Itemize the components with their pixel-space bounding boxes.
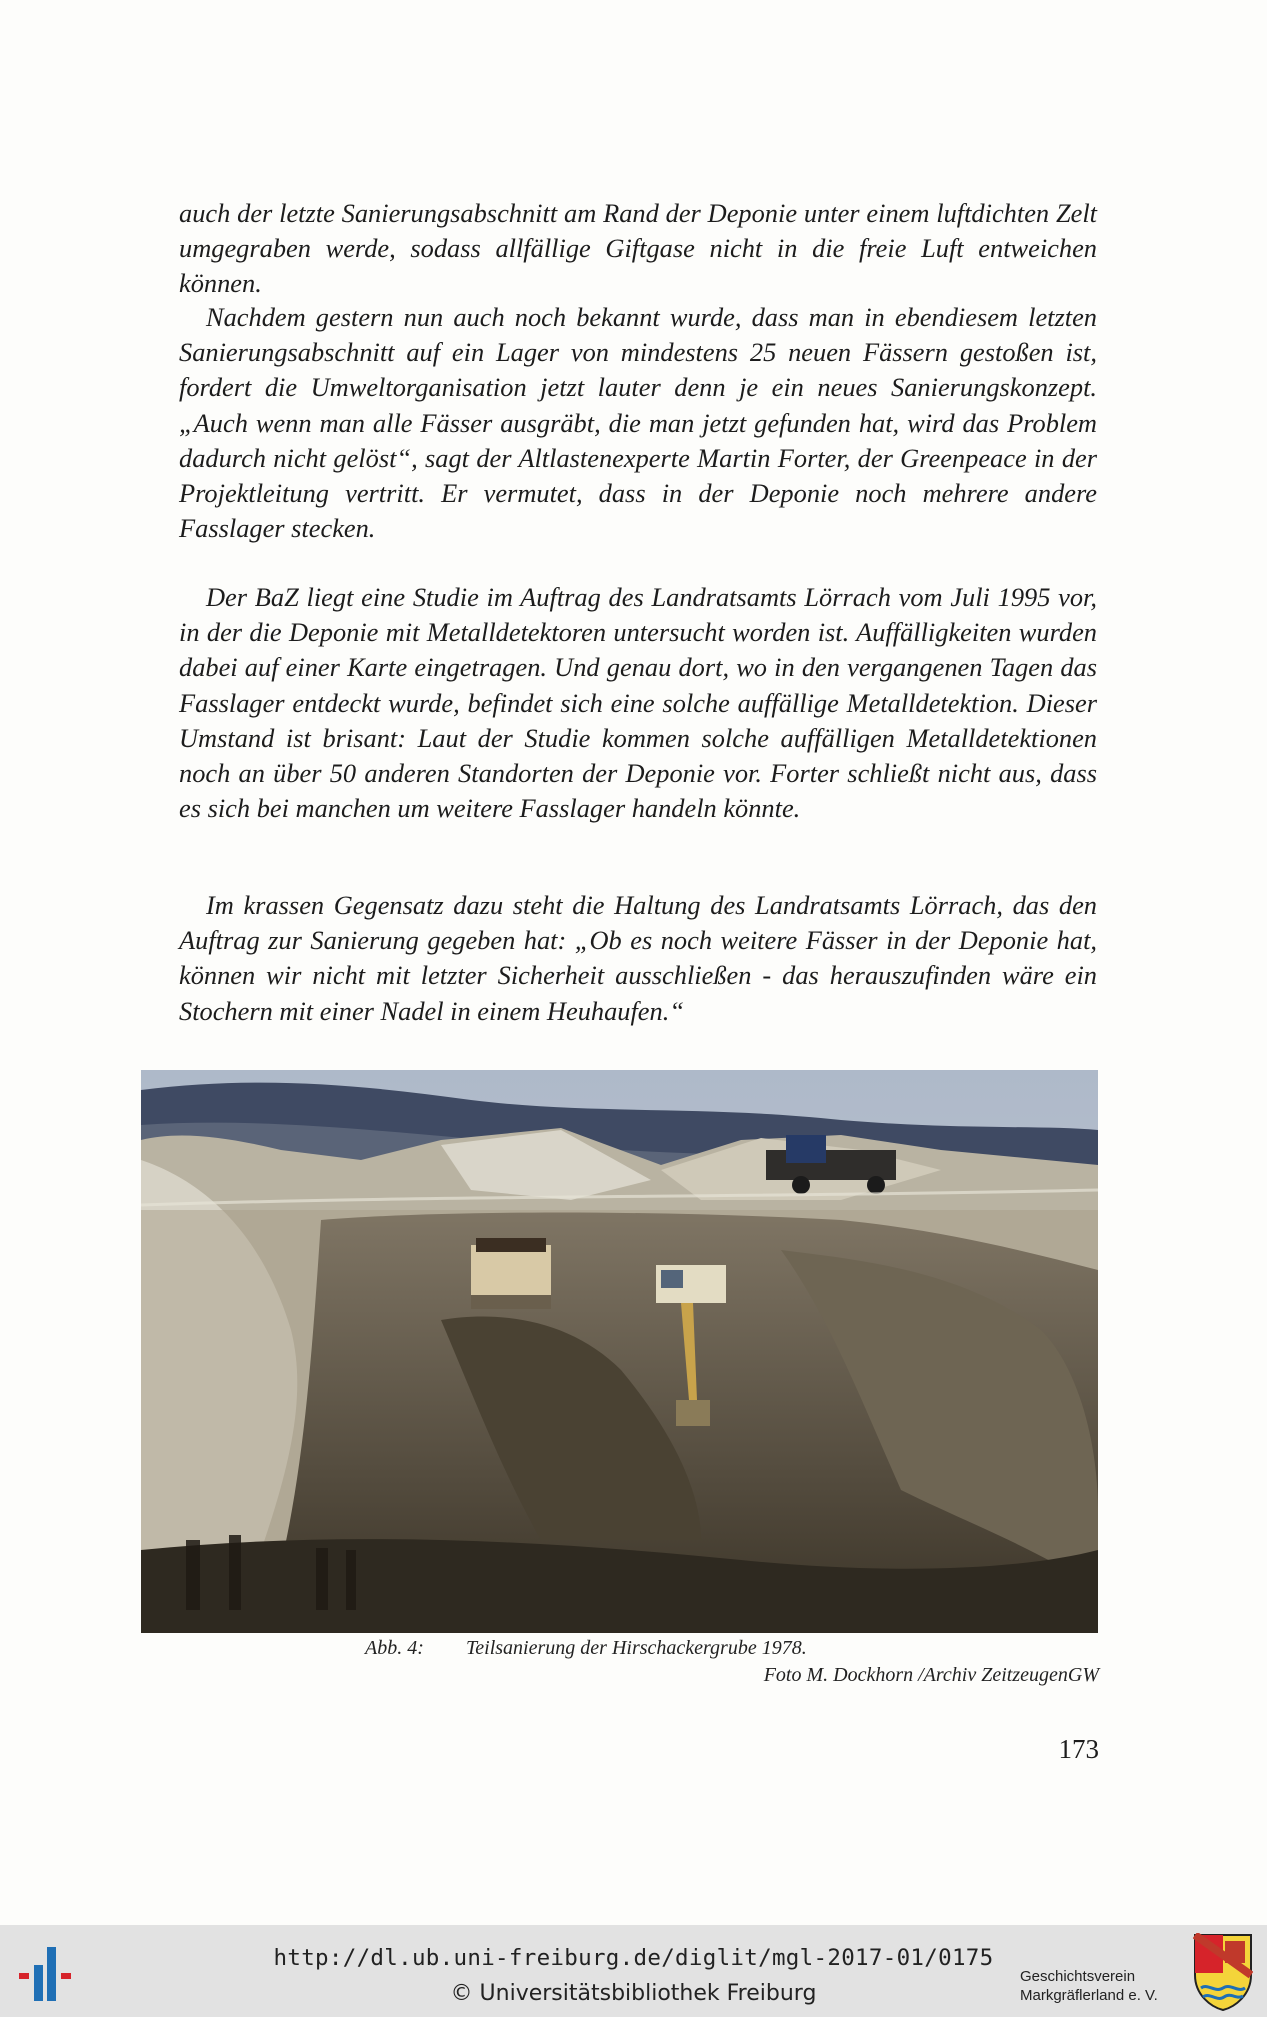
- copyright-notice: © Universitätsbibliothek Freiburg: [450, 1981, 817, 2006]
- paragraph-1: auch der letzte Sanierungsabschnitt am Rand der Deponie unter einem luftdichten Zelt umgegraben werde, sodass allfällige Giftgase nicht in die freie Luft entweichen können.: [179, 198, 1097, 299]
- page-number: 173: [1058, 1734, 1099, 1764]
- coat-of-arms-icon: [1193, 1933, 1253, 2015]
- paragraph-4: Im krassen Gegensatz dazu steht die Haltung des Landratsamts Lörrach, das den Auftrag zur Sanierung gegeben hat: „Ob es noch weitere Fässer in der Deponie hat, können wir nicht mit letzter Sicherheit ausschließen - das herauszufinden wäre ein Stochern mit einer Nadel in einem Heuhaufen.“: [179, 890, 1097, 1026]
- figure-caption: Teilsanierung der Hirschackergrube 1978.: [466, 1637, 807, 1659]
- society-name-line-1: Geschichtsverein: [1020, 1968, 1136, 1985]
- source-url[interactable]: http://dl.ub.uni-freiburg.de/diglit/mgl-2017-01/0175: [273, 1945, 994, 1971]
- paragraph-2: Nachdem gestern nun auch noch bekannt wurde, dass man in ebendiesem letzten Sanierungsabschnitt auf ein Lager von mindestens 25 neuen Fässern gestoßen ist, fordert die Umweltorganisation jetzt lauter denn je ein neues Sanierungskonzept. „Auch wenn man alle Fässer ausgräbt, die man jetzt gefunden hat, wird das Problem dadurch nicht gelöst“, sagt der Altlastenexperte Martin Forter, der Greenpeace in der Projektleitung vertritt. Er vermutet, dass in der Deponie noch mehrere andere Fasslager stecken.: [179, 302, 1097, 544]
- society-name: [1020, 1967, 1158, 2005]
- footer-bar: [0, 1925, 1267, 2017]
- figure-label: Abb. 4:: [365, 1637, 424, 1659]
- tipper-truck: [471, 1238, 551, 1309]
- paragraph-3: Der BaZ liegt eine Studie im Auftrag des Landratsamts Lörrach vom Juli 1995 vor, in der die Deponie mit Metalldetektoren untersucht worden ist. Auffälligkeiten wurden dabei auf einer Karte eingetragen. Und genau dort, wo in den vergangenen Tagen das Fasslager entdeckt wurde, befindet sich eine solche auffällige Metalldetektion. Dieser Umstand ist brisant: Laut der Studie kommen solche auffälligen Metalldetektionen noch an über 50 anderen Standorten der Deponie vor. Forter schließt nicht aus, dass es sich bei manchen um weitere Fasslager handeln könnte.: [179, 582, 1097, 824]
- society-name-line-2: Markgräflerland e. V.: [1020, 1987, 1158, 2004]
- figure-credit: Foto M. Dockhorn /Archiv ZeitzeugenGW: [763, 1664, 1099, 1686]
- excavation-photo: [141, 1070, 1098, 1633]
